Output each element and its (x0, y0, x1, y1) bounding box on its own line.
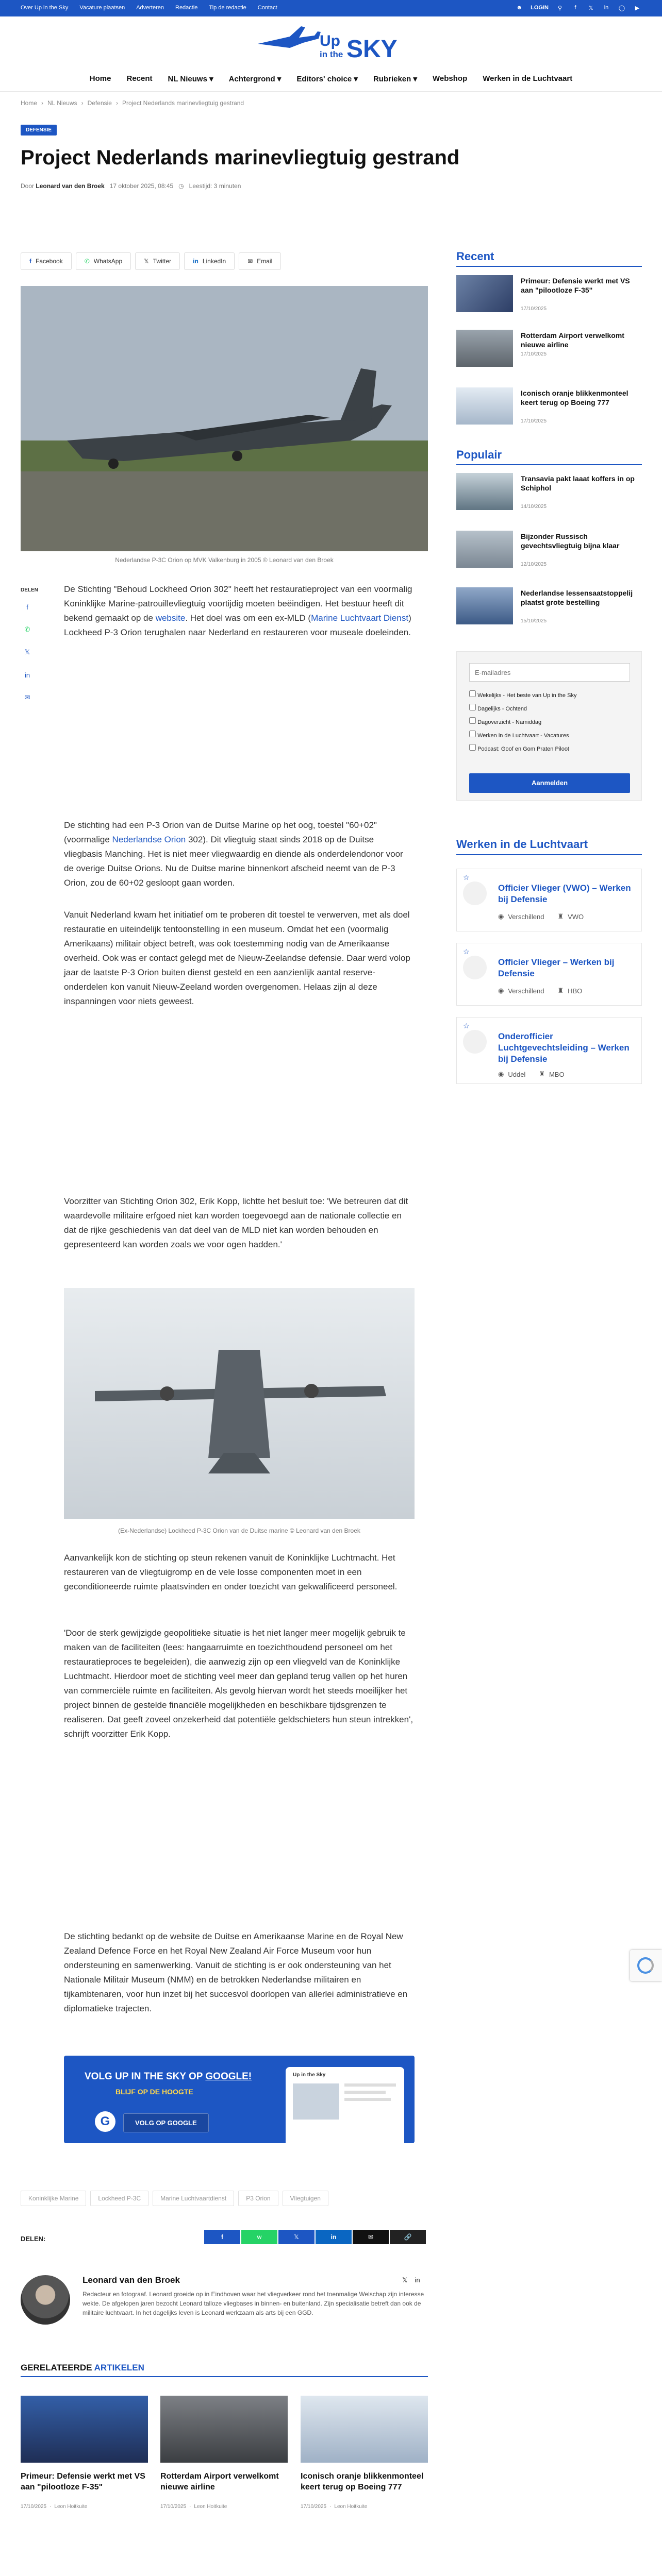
defensie-logo (463, 1030, 487, 1054)
newsletter-checkbox[interactable] (469, 731, 476, 737)
related-meta (301, 2504, 367, 2510)
newsletter-option[interactable] (469, 689, 576, 702)
share-bottom-label: DELEN: (21, 2235, 46, 2243)
article-paragraph: De stichting bedankt op de website de Duitse en Amerikaanse Marine en de Royal New Zealand Defence Force en het Royal New Zealand Air Force Museum voor hun ondersteuning en samenwerking. Vanuit de stichting is er ook ondersteuning van het Nationale Militair Museum (NMM) en de betrokken Nederlandse militairen en tijkambtenaren, voor hun inzet bij het succesvol doorlopen van allerlei administratieve en diplomatieke trajecten. (64, 1931, 408, 2013)
orion-link[interactable]: Nederlandse Orion (112, 835, 186, 844)
tag-item[interactable]: Koninklijke Marine (21, 2191, 86, 2206)
job-title[interactable]: Onderofficier Luchtgevechtsleiding – Werken bij Defensie (498, 1031, 630, 1064)
cap-icon: ♜ (557, 912, 564, 920)
page-title: Project Nederlands marinevliegtuig gestrand (21, 146, 460, 169)
follow-google-button[interactable]: VOLG OP GOOGLE (123, 2113, 209, 2132)
job-location: Verschillend (508, 912, 544, 921)
job-meta (498, 987, 582, 995)
share-linkedin-button[interactable] (184, 252, 235, 270)
item-date: 17/10/2025 (521, 351, 547, 357)
text: De stichting had een P-3 Orion van de Duitse Marine op het oog, toestel "60+02" (voormalige (64, 820, 377, 844)
related-card[interactable] (21, 2396, 148, 2463)
thumbnail (456, 587, 513, 624)
share-email-button[interactable] (239, 252, 281, 270)
aircraft-illustration (21, 286, 428, 551)
tag-item[interactable]: P3 Orion (238, 2191, 278, 2206)
job-card[interactable] (456, 943, 642, 1006)
nav-recent[interactable]: Recent (126, 74, 153, 83)
sidebar-popular-title: Populair (456, 448, 502, 461)
linkedin-icon: in (193, 258, 198, 265)
email-icon[interactable] (353, 2230, 389, 2244)
site-logo[interactable] (254, 23, 408, 61)
cap-icon: ♜ (557, 987, 564, 994)
nav-achtergrond[interactable]: Achtergrond ▾ (228, 74, 282, 83)
text: ) Lockheed P-3 Orion terughalen naar Nederland en restaureren voor museale doeleinden. (64, 613, 411, 637)
icon-glyph: 𝕏 (294, 2233, 299, 2241)
linkedin-icon[interactable]: in (415, 2276, 420, 2284)
item-title[interactable]: Nederlandse lessensaatstoppelij plaatst grote bestelling (521, 589, 633, 606)
nav-home[interactable]: Home (89, 74, 111, 83)
related-title-a: GERELATEERDE (21, 2363, 94, 2372)
nav-nl-nieuws[interactable]: NL Nieuws ▾ (168, 74, 213, 83)
clock-icon: ◷ (178, 182, 184, 190)
related-card[interactable] (301, 2396, 428, 2463)
crumb-home[interactable]: Home (21, 99, 38, 107)
mockup-line (344, 2083, 396, 2087)
x-icon[interactable]: 𝕏 (402, 2276, 408, 2284)
related-headline[interactable]: Iconisch oranje blikkenmonteel keert terug op Boeing 777 (301, 2472, 424, 2492)
related-headline[interactable]: Rotterdam Airport verwelkomt nieuwe airline (160, 2472, 279, 2492)
logo-text-up: Up (320, 32, 340, 49)
crumb-sep: › (81, 99, 84, 107)
job-meta (498, 1070, 565, 1078)
related-image (301, 2396, 428, 2463)
instagram-icon[interactable]: ◯ (618, 5, 625, 11)
linkedin-icon[interactable]: in (24, 671, 30, 679)
tag-list (21, 2191, 328, 2206)
logo-text-sky: SKY (346, 36, 398, 61)
sidebar-popular-item[interactable] (456, 531, 642, 572)
icon-glyph: w (257, 2233, 262, 2241)
google-promo[interactable] (64, 2056, 415, 2143)
thumbnail (456, 387, 513, 425)
newsletter-options (469, 689, 576, 756)
crumb-nl-nieuws[interactable]: NL Nieuws (47, 99, 77, 107)
divider (21, 2376, 428, 2377)
facebook-icon[interactable]: f (26, 603, 28, 611)
icon-glyph: in (330, 2233, 337, 2241)
author-social (402, 2276, 420, 2284)
author-bio: Redacteur en fotograaf. Leonard groeide op in Eindhoven waar het vliegverkeer rond het toenmalige Welschap zijn interesse wekte. De afgelopen jaren bezocht Leonard talloze vliegbases in binnen- en buitenland. Zijn specialisatie betreft dan ook de militaire luchtvaart. In het dagelijks leven is Leonard werkzaam als arts bij een GGD. (82, 2291, 424, 2316)
icon-glyph: ✉ (368, 2233, 374, 2241)
x-icon[interactable]: 𝕏 (24, 648, 30, 656)
job-title[interactable]: Officier Vlieger – Werken bij Defensie (498, 957, 615, 978)
x-icon: 𝕏 (144, 258, 149, 265)
related-author[interactable]: Leon Hoitkuite (54, 2504, 88, 2510)
article-paragraph: Vanuit Nederland kwam het initiatief om te proberen dit toestel te verwerven, met als doel restauratie en uiteindelijk tentoonstelling in een museum. Omdat het een (voormalig Amerikaans) militair object betreft, was ook toestemming nodig van de Amerikaanse overheid. Ook was er contact gelegd met de Nieuw-Zeelandse defensie. Daar werd volop jaar de laatste P-3 Orion buiten dienst gesteld en een aanzienlijk aantal reserve-onderdelen kon vanuit Nieuw-Zeeland worden overgenomen. Helaas zijn al deze inspanningen voor niets geweest. (64, 910, 410, 1006)
share-twitter-button[interactable] (135, 252, 180, 270)
divider (456, 266, 642, 267)
hero-caption: Nederlandse P-3C Orion op MVK Valkenburg in 2005 © Leonard van den Broek (115, 556, 334, 564)
share-vertical-label: DELEN (21, 587, 38, 593)
defensie-logo (463, 956, 487, 979)
related-title (21, 2363, 144, 2373)
nav-editors-choice[interactable]: Editors' choice ▾ (296, 74, 358, 83)
item-date: 15/10/2025 (521, 618, 547, 624)
facebook-icon[interactable] (204, 2230, 240, 2244)
related-meta (21, 2504, 87, 2510)
thumbnail (456, 275, 513, 312)
sidebar-recent-item[interactable] (456, 275, 642, 316)
topbar-link-tip[interactable]: Tip de redactie (209, 5, 246, 11)
item-date: 17/10/2025 (521, 306, 547, 312)
icon-glyph: f (221, 2233, 223, 2241)
star-icon[interactable]: ☆ (463, 947, 470, 956)
newsletter-box (456, 651, 642, 801)
article-paragraph: Voorzitter van Stichting Orion 302, Erik Kopp, lichtte het besluit toe: 'We betreuren dat dit waardevolle militaire erfgoed niet kan worden toegevoegd aan de nationale collectie en dat de rijke geschiedenis van dat deel van de MLD niet kan worden behouden en gepresenteerd kan worden zoals we voor ogen hadden.' (64, 1196, 408, 1249)
nav-werken[interactable]: Werken in de Luchtvaart (483, 74, 573, 83)
related-author[interactable]: Leon Hoitkuite (194, 2504, 227, 2510)
job-title[interactable]: Officier Vlieger (VWO) – Werken bij Defensie (498, 883, 631, 904)
meta-sep: · (49, 2504, 52, 2510)
facebook-icon[interactable]: f (574, 5, 576, 11)
related-image (21, 2396, 148, 2463)
cap-icon: ♜ (539, 1070, 545, 1078)
second-image (64, 1288, 415, 1519)
item-title[interactable]: Transavia pakt laaat koffers in op Schiphol (521, 474, 635, 492)
mockup-title: Up in the Sky (293, 2072, 326, 2078)
email-icon[interactable]: ✉ (24, 693, 30, 701)
newsletter-option[interactable] (469, 716, 576, 729)
divider (456, 464, 642, 465)
mockup-line (344, 2098, 391, 2101)
item-date: 17/10/2025 (521, 418, 547, 424)
newsletter-option[interactable] (469, 742, 576, 756)
crumb-current: Project Nederlands marinevliegtuig gestrand (122, 99, 244, 107)
location-icon: ◉ (498, 987, 504, 994)
option-label: Dagelijks - Ochtend (477, 706, 527, 712)
option-label: Dagoverzicht - Namiddag (477, 719, 542, 725)
promo-subtitle: BLIJF OP DE HOOGTE (115, 2088, 193, 2096)
recaptcha-icon (637, 1957, 654, 1974)
defensie-logo (463, 882, 487, 905)
promo-title (85, 2071, 252, 2082)
thumbnail (456, 531, 513, 568)
aircraft-illustration (64, 1288, 415, 1519)
tag-item[interactable]: Lockheed P-3C (90, 2191, 148, 2206)
topbar-link-contact[interactable]: Contact (257, 5, 277, 11)
facebook-icon: f (29, 258, 31, 265)
byline-prefix: Door (21, 182, 35, 190)
related-date: 17/10/2025 (21, 2504, 47, 2510)
share-label: Email (257, 258, 273, 265)
job-level: VWO (568, 912, 584, 921)
newsletter-checkbox[interactable] (469, 744, 476, 751)
sidebar-popular-item[interactable] (456, 587, 642, 629)
newsletter-option[interactable] (469, 702, 576, 716)
share-bottom (204, 2230, 426, 2244)
share-label: Facebook (36, 258, 63, 265)
logo-text-inthe: in the (320, 49, 343, 59)
article-paragraph: 'Door de sterk gewijzigde geopolitieke situatie is het niet langer meer mogelijk gebruik te maken van de faciliteiten (lees: hangaarruimte en toezichthoudend personeel om het restauratieproces te begeleiden), die aanwezig zijn op een vliegveld van de Koninklijke Luchtmacht. Hierdoor moet de stichting veel meer dan gepland terug vallen op het huren van commerciële ruimte en faciliteiten. Als gevolg hiervan wordt het steeds moeilijker het project binnen de gestelde financiële mogelijkheden en beschikbare tijdsgrenzen te realiseren. Dat geeft zoveel onzekerheid dat potentiële geldschieters hun steun intrekken', schrijft voorzitter Erik Kopp. (64, 1628, 413, 1739)
sidebar-recent-item[interactable] (456, 330, 642, 371)
promo-title-b: GOOGLE! (205, 2071, 252, 2082)
topbar-link-vacancy[interactable]: Vacature plaatsen (79, 5, 125, 11)
tag-item[interactable]: Vliegtuigen (283, 2191, 328, 2206)
top-bar (0, 0, 662, 16)
sidebar-recent-item[interactable] (456, 387, 642, 429)
email-icon: ✉ (247, 258, 253, 265)
sidebar-popular-item[interactable] (456, 473, 642, 514)
job-location: Verschillend (508, 987, 544, 995)
tag-item[interactable]: Marine Luchtvaartdienst (153, 2191, 234, 2206)
share-label: LinkedIn (202, 258, 226, 265)
crumb-sep: › (115, 99, 118, 107)
newsletter-checkbox[interactable] (469, 704, 476, 710)
linkedin-icon[interactable]: in (604, 5, 609, 11)
linkedin-icon[interactable] (316, 2230, 352, 2244)
x-icon[interactable] (278, 2230, 315, 2244)
divider (456, 854, 642, 855)
main-nav (0, 66, 662, 92)
breadcrumb (21, 99, 244, 107)
copy-link-icon[interactable] (390, 2230, 426, 2244)
publish-date: 17 oktober 2025, 08:45 (109, 182, 174, 190)
nav-rubrieken[interactable]: Rubrieken ▾ (373, 74, 418, 83)
icon-glyph: 🔗 (404, 2233, 412, 2241)
article-paragraph (64, 582, 415, 640)
byline (21, 182, 241, 190)
related-meta (160, 2504, 227, 2510)
topbar-link-about[interactable]: Over Up in the Sky (21, 5, 69, 11)
mockup-image (293, 2083, 339, 2120)
website-link[interactable]: website (155, 613, 186, 623)
item-title[interactable]: Bijzonder Russisch gevechtsvliegtuig bijna klaar (521, 532, 620, 550)
item-date: 12/10/2025 (521, 562, 547, 567)
job-card[interactable] (456, 1017, 642, 1084)
text: . Het doel was om een ex-MLD ( (185, 613, 311, 623)
newsletter-option[interactable] (469, 729, 576, 742)
option-label: Werken in de Luchtvaart - Vacatures (477, 733, 569, 739)
option-label: Podcast: Goof en Gom Praten Piloot (477, 746, 569, 752)
related-image (160, 2396, 288, 2463)
thumbnail (456, 330, 513, 367)
option-label: Wekelijks - Het beste van Up in the Sky (477, 692, 577, 699)
text: 302). Dit vliegtuig staat sinds 2018 op de Duitse vliegbasis Manching. Het is niet meer vliegwaardig en diende als onderdelendonor voor de overige Duitse Orions. Nu de Duitse marine binnenkort afscheid neemt van de P-3 Orion, zou de 60+02 gesloopt gaan worden. (64, 835, 403, 888)
youtube-icon[interactable]: ▶ (635, 5, 640, 11)
search-icon[interactable]: ⚲ (557, 5, 562, 11)
hero-image (21, 286, 428, 551)
article-paragraph (64, 818, 415, 890)
crumb-defensie[interactable]: Defensie (87, 99, 112, 107)
star-icon[interactable]: ☆ (463, 873, 470, 882)
read-time: Leestijd: 3 minuten (189, 182, 241, 190)
login-link[interactable]: LOGIN (531, 5, 549, 11)
mld-link[interactable]: Marine Luchtvaart Dienst (311, 613, 409, 623)
share-label: WhatsApp (93, 258, 123, 265)
sidebar-jobs-title: Werken in de Luchtvaart (456, 838, 588, 851)
category-badge[interactable]: DEFENSIE (21, 125, 57, 135)
location-icon: ◉ (498, 912, 504, 920)
thumbnail (456, 473, 513, 510)
email-field[interactable] (469, 663, 630, 682)
related-headline[interactable]: Primeur: Defensie werkt met VS aan "pilootloze F-35" (21, 2472, 145, 2492)
item-title[interactable]: Iconisch oranje blikkenmonteel keert terug op Boeing 777 (521, 389, 628, 406)
meta-sep: · (329, 2504, 332, 2510)
author-name[interactable]: Leonard van den Broek (82, 2275, 180, 2285)
related-date: 17/10/2025 (301, 2504, 327, 2510)
user-icon[interactable]: ☻ (516, 5, 522, 11)
job-level: HBO (568, 987, 583, 995)
related-author[interactable]: Leon Hoitkuite (334, 2504, 368, 2510)
location-icon: ◉ (498, 1070, 504, 1078)
meta-sep: · (189, 2504, 191, 2510)
author-link[interactable]: Leonard van den Broek (36, 182, 105, 190)
whatsapp-icon[interactable]: ✆ (24, 625, 30, 633)
crumb-sep: › (41, 99, 44, 107)
avatar (21, 2275, 70, 2325)
job-level: MBO (549, 1070, 565, 1078)
related-card[interactable] (160, 2396, 288, 2463)
newsletter-checkbox[interactable] (469, 717, 476, 724)
whatsapp-icon: ✆ (84, 258, 90, 265)
article-paragraph: Aanvankelijk kon de stichting op steun rekenen vanuit de Koninklijke Luchtmacht. Het restaureren van de vliegtuigromp en de vele losse componenten moet in een geconditioneerde ruimte plaatsvinden en onder toezicht van gekwalificeerd personeel. (64, 1553, 398, 1591)
job-meta (498, 912, 584, 921)
item-date: 14/10/2025 (521, 504, 547, 510)
subscribe-button[interactable]: Aanmelden (469, 773, 630, 793)
item-title[interactable]: Primeur: Defensie werkt met VS aan "pilootloze F-35" (521, 277, 630, 294)
newsletter-checkbox[interactable] (469, 690, 476, 697)
mockup-line (344, 2091, 386, 2094)
second-caption: (Ex-Nederlandse) Lockheed P-3C Orion van de Duitse marine © Leonard van den Broek (118, 1527, 360, 1534)
recaptcha-badge[interactable] (630, 1950, 662, 1981)
item-title[interactable]: Rotterdam Airport verwelkomt nieuwe airline (521, 331, 624, 349)
share-vertical (21, 587, 41, 714)
topbar-link-editorial[interactable]: Redactie (175, 5, 198, 11)
whatsapp-icon[interactable] (241, 2230, 277, 2244)
author-box (21, 2271, 428, 2333)
text: De Stichting "Behoud Lockheed Orion 302" heeft het restauratieproject van een voormalig Koninklijke Marine-patrouillevliegtuig voortijdig moeten beëindigen. Het bestuur heeft dit bekend gemaakt op de (64, 584, 412, 623)
phone-mockup (286, 2067, 404, 2143)
share-label: Twitter (153, 258, 172, 265)
job-card[interactable] (456, 869, 642, 931)
share-bar (21, 252, 281, 270)
share-whatsapp-button[interactable] (76, 252, 131, 270)
nav-webshop[interactable]: Webshop (433, 74, 468, 83)
related-date: 17/10/2025 (160, 2504, 187, 2510)
related-title-b: ARTIKELEN (94, 2363, 144, 2372)
star-icon[interactable]: ☆ (463, 1022, 470, 1030)
job-location: Uddel (508, 1070, 526, 1078)
google-g-icon: G (95, 2111, 115, 2132)
share-facebook-button[interactable] (21, 252, 72, 270)
x-icon[interactable]: 𝕏 (588, 5, 593, 11)
topbar-link-advertise[interactable]: Adverteren (136, 5, 164, 11)
plane-logo-icon (254, 23, 408, 61)
promo-title-a: VOLG UP IN THE SKY OP (85, 2071, 206, 2082)
sidebar-recent-title: Recent (456, 250, 494, 263)
